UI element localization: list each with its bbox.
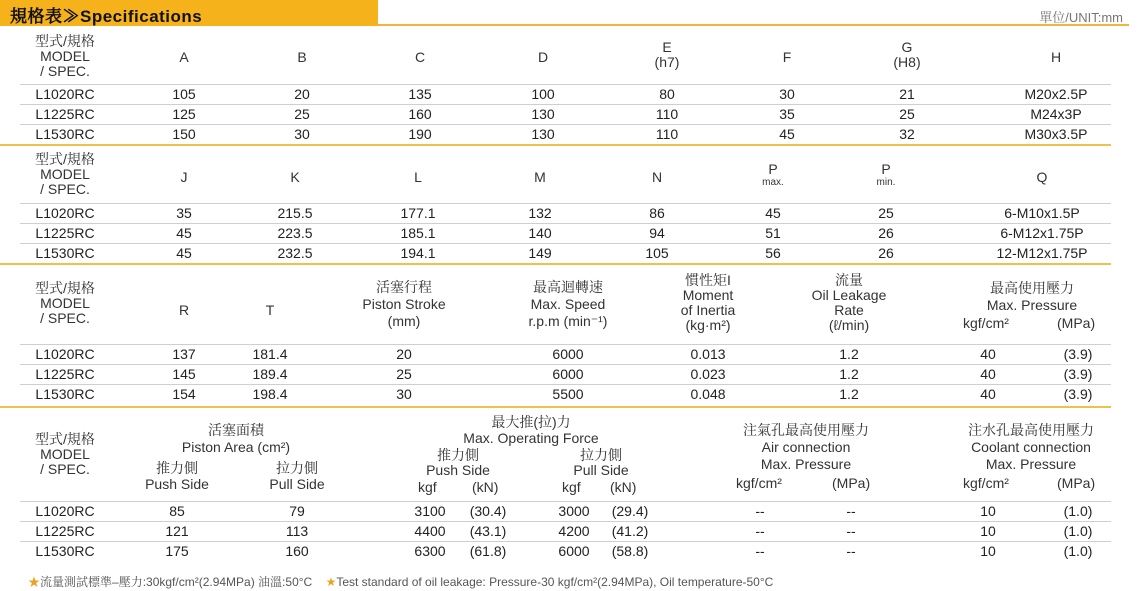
table-header bbox=[20, 148, 1111, 204]
value-cell: 40 bbox=[980, 386, 996, 402]
value-cell: 1.2 bbox=[839, 366, 859, 382]
value-cell: M24x3P bbox=[1030, 106, 1082, 122]
column-header-inertia: 慣性矩I Moment of Inertia (kg·m²) bbox=[680, 272, 736, 333]
value-cell: -- bbox=[755, 523, 765, 539]
table-row bbox=[20, 522, 1111, 542]
column-header: K bbox=[290, 169, 300, 185]
value-cell: 140 bbox=[528, 225, 552, 241]
model-spec-label: 型式/規格 MODEL / SPEC. bbox=[35, 151, 95, 197]
column-header-force: 最大推(拉)力 Max. Operating Force bbox=[463, 414, 599, 446]
value-cell: 79 bbox=[289, 503, 305, 519]
table-row bbox=[20, 502, 1111, 522]
value-cell: (3.9) bbox=[1063, 386, 1093, 402]
value-cell: 26 bbox=[878, 245, 894, 261]
value-cell: 12-M12x1.75P bbox=[996, 245, 1088, 261]
value-cell: 25 bbox=[294, 106, 310, 122]
value-cell: (43.1) bbox=[469, 523, 507, 539]
column-header-r: R bbox=[178, 302, 190, 318]
model-cell: L1020RC bbox=[35, 86, 95, 102]
model-spec-label: 型式/規格 MODEL / SPEC. bbox=[35, 280, 95, 326]
header-divider bbox=[378, 24, 1129, 26]
model-spec-label: 型式/規格 MODEL / SPEC. bbox=[35, 33, 95, 79]
column-header-coolant: 注水孔最高使用壓力 Coolant connection Max. Pressure bbox=[968, 422, 1094, 472]
value-cell: 85 bbox=[169, 503, 185, 519]
value-cell: (61.8) bbox=[469, 543, 507, 559]
value-cell: 232.5 bbox=[277, 245, 313, 261]
value-cell: 125 bbox=[172, 106, 196, 122]
value-cell: 181.4 bbox=[252, 346, 288, 362]
value-cell: 198.4 bbox=[252, 386, 288, 402]
unit-label: kgf bbox=[418, 479, 437, 495]
value-cell: 30 bbox=[294, 126, 310, 142]
value-cell: 10 bbox=[980, 543, 996, 559]
value-cell: 35 bbox=[779, 106, 795, 122]
model-cell: L1530RC bbox=[35, 245, 95, 261]
value-cell: 137 bbox=[172, 346, 196, 362]
table-row bbox=[20, 204, 1111, 224]
value-cell: 194.1 bbox=[400, 245, 436, 261]
table-row bbox=[20, 85, 1111, 105]
value-cell: 135 bbox=[408, 86, 432, 102]
value-cell: 26 bbox=[878, 225, 894, 241]
value-cell: 0.048 bbox=[690, 386, 726, 402]
model-cell: L1530RC bbox=[35, 386, 95, 402]
column-header: E (h7) bbox=[654, 39, 680, 70]
value-cell: 130 bbox=[531, 126, 555, 142]
value-cell: 1.2 bbox=[839, 386, 859, 402]
column-header: A bbox=[179, 49, 189, 65]
value-cell: 113 bbox=[285, 523, 309, 539]
model-cell: L1530RC bbox=[35, 126, 95, 142]
star-icon: ★ bbox=[325, 575, 337, 589]
column-header: G (H8) bbox=[893, 39, 921, 70]
column-header: D bbox=[537, 49, 549, 65]
model-cell: L1225RC bbox=[35, 366, 95, 382]
value-cell: 4200 bbox=[558, 523, 590, 539]
value-cell: (1.0) bbox=[1063, 543, 1093, 559]
value-cell: 132 bbox=[528, 205, 552, 221]
column-header: B bbox=[297, 49, 307, 65]
column-header-force-pull: 拉力側 Pull Side bbox=[573, 447, 629, 478]
table-row bbox=[20, 125, 1111, 144]
spec-table-1 bbox=[20, 32, 1111, 144]
footnote-cn: 流量測試標準–壓力:30kgf/cm²(2.94MPa) 油溫:50°C bbox=[40, 575, 313, 589]
column-header: N bbox=[651, 169, 663, 185]
unit-label: kgf/cm² bbox=[736, 475, 782, 491]
value-cell: 160 bbox=[285, 543, 309, 559]
unit-label: (MPa) bbox=[1057, 315, 1096, 331]
column-header-air: 注氣孔最高使用壓力 Air connection Max. Pressure bbox=[743, 422, 869, 472]
column-header: L bbox=[414, 169, 422, 185]
table-header bbox=[20, 267, 1111, 345]
column-header-push: 推力側 Push Side bbox=[145, 460, 209, 492]
value-cell: 3100 bbox=[414, 503, 446, 519]
value-cell: 25 bbox=[899, 106, 915, 122]
column-header: H bbox=[1050, 49, 1062, 65]
unit-label: (MPa) bbox=[832, 475, 871, 491]
model-cell: L1530RC bbox=[35, 543, 95, 559]
column-header: J bbox=[180, 169, 188, 185]
value-cell: 30 bbox=[779, 86, 795, 102]
column-header-t: T bbox=[265, 302, 275, 318]
value-cell: 20 bbox=[294, 86, 310, 102]
value-cell: 130 bbox=[531, 106, 555, 122]
value-cell: -- bbox=[846, 523, 856, 539]
value-cell: 149 bbox=[528, 245, 552, 261]
table-row bbox=[20, 385, 1111, 404]
value-cell: 94 bbox=[649, 225, 665, 241]
value-cell: 35 bbox=[176, 205, 192, 221]
value-cell: 86 bbox=[649, 205, 665, 221]
table-row bbox=[20, 542, 1111, 561]
unit-label: (kN) bbox=[610, 479, 637, 495]
model-cell: L1225RC bbox=[35, 106, 95, 122]
value-cell: (3.9) bbox=[1063, 346, 1093, 362]
column-header-pressure: 最高使用壓力 Max. Pressure bbox=[986, 280, 1078, 313]
value-cell: 80 bbox=[659, 86, 675, 102]
value-cell: (30.4) bbox=[469, 503, 507, 519]
model-spec-label: 型式/規格 MODEL / SPEC. bbox=[35, 431, 95, 477]
column-header: P min. bbox=[876, 161, 896, 188]
table-header bbox=[20, 32, 1111, 85]
column-header-force-push: 推力側 Push Side bbox=[426, 447, 490, 478]
value-cell: 105 bbox=[645, 245, 669, 261]
value-cell: -- bbox=[755, 543, 765, 559]
value-cell: 6300 bbox=[414, 543, 446, 559]
value-cell: 175 bbox=[165, 543, 189, 559]
unit-label: kgf/cm² bbox=[963, 315, 1009, 331]
value-cell: 3000 bbox=[558, 503, 590, 519]
value-cell: 110 bbox=[655, 106, 679, 122]
value-cell: 105 bbox=[172, 86, 196, 102]
value-cell: 32 bbox=[899, 126, 915, 142]
table-row bbox=[20, 224, 1111, 244]
unit-label: kgf/cm² bbox=[963, 475, 1009, 491]
spec-table-4 bbox=[20, 410, 1111, 561]
value-cell: (41.2) bbox=[611, 523, 649, 539]
spec-table-3 bbox=[20, 267, 1111, 404]
value-cell: 145 bbox=[172, 366, 196, 382]
column-header-piston-area: 活塞面積 Piston Area (cm²) bbox=[181, 422, 291, 455]
value-cell: 45 bbox=[176, 245, 192, 261]
value-cell: 160 bbox=[408, 106, 432, 122]
unit-label: (kN) bbox=[472, 479, 499, 495]
section-divider bbox=[0, 406, 1111, 408]
column-header: P max. bbox=[762, 161, 784, 188]
value-cell: 45 bbox=[176, 225, 192, 241]
value-cell: 6000 bbox=[558, 543, 590, 559]
star-icon: ★ bbox=[28, 575, 41, 589]
table-row bbox=[20, 244, 1111, 263]
value-cell: 5500 bbox=[552, 386, 584, 402]
value-cell: 45 bbox=[779, 126, 795, 142]
section-divider bbox=[0, 263, 1111, 265]
footnote bbox=[28, 573, 773, 590]
column-header: F bbox=[782, 49, 792, 65]
value-cell: 25 bbox=[878, 205, 894, 221]
value-cell: 6-M10x1.5P bbox=[1004, 205, 1080, 221]
value-cell: M30x3.5P bbox=[1024, 126, 1088, 142]
value-cell: -- bbox=[846, 543, 856, 559]
model-cell: L1225RC bbox=[35, 523, 95, 539]
value-cell: 100 bbox=[531, 86, 555, 102]
value-cell: (1.0) bbox=[1063, 503, 1093, 519]
column-header: M bbox=[534, 169, 546, 185]
section-divider bbox=[0, 144, 1111, 146]
title-bar bbox=[0, 0, 378, 26]
column-header-speed: 最高迴轉速 Max. Speed r.p.m (min⁻¹) bbox=[528, 279, 608, 329]
unit-label: 單位/UNIT:mm bbox=[1039, 10, 1123, 25]
value-cell: 215.5 bbox=[277, 205, 313, 221]
value-cell: 6000 bbox=[552, 346, 584, 362]
model-cell: L1225RC bbox=[35, 225, 95, 241]
value-cell: 1.2 bbox=[839, 346, 859, 362]
value-cell: 110 bbox=[655, 126, 679, 142]
value-cell: 177.1 bbox=[400, 205, 436, 221]
value-cell: -- bbox=[846, 503, 856, 519]
unit-label: kgf bbox=[562, 479, 581, 495]
column-header: C bbox=[414, 49, 426, 65]
value-cell: 190 bbox=[408, 126, 432, 142]
value-cell: 6-M12x1.75P bbox=[1000, 225, 1084, 241]
value-cell: 56 bbox=[765, 245, 781, 261]
value-cell: 25 bbox=[396, 366, 412, 382]
value-cell: 154 bbox=[172, 386, 196, 402]
column-header-leakage: 流量 Oil Leakage Rate (ℓ/min) bbox=[811, 272, 887, 333]
value-cell: 150 bbox=[172, 126, 196, 142]
column-header-pull: 拉力側 Pull Side bbox=[269, 460, 325, 492]
value-cell: 121 bbox=[165, 523, 189, 539]
value-cell: 40 bbox=[980, 346, 996, 362]
value-cell: 30 bbox=[396, 386, 412, 402]
value-cell: 10 bbox=[980, 503, 996, 519]
value-cell: 21 bbox=[899, 86, 915, 102]
value-cell: 4400 bbox=[414, 523, 446, 539]
column-header: Q bbox=[1036, 169, 1048, 185]
value-cell: 0.023 bbox=[690, 366, 726, 382]
value-cell: (3.9) bbox=[1063, 366, 1093, 382]
value-cell: M20x2.5P bbox=[1024, 86, 1088, 102]
model-cell: L1020RC bbox=[35, 346, 95, 362]
value-cell: (29.4) bbox=[611, 503, 649, 519]
value-cell: (58.8) bbox=[611, 543, 649, 559]
value-cell: (1.0) bbox=[1063, 523, 1093, 539]
value-cell: 189.4 bbox=[252, 366, 288, 382]
value-cell: 51 bbox=[765, 225, 781, 241]
table-header bbox=[20, 410, 1111, 502]
value-cell: 0.013 bbox=[690, 346, 726, 362]
unit-label: (MPa) bbox=[1057, 475, 1096, 491]
value-cell: 6000 bbox=[552, 366, 584, 382]
table-row bbox=[20, 365, 1111, 385]
footnote-en: Test standard of oil leakage: Pressure-30 kgf/cm²(2.94MPa), Oil temperature-50°C bbox=[336, 575, 774, 589]
value-cell: -- bbox=[755, 503, 765, 519]
model-cell: L1020RC bbox=[35, 205, 95, 221]
value-cell: 185.1 bbox=[400, 225, 436, 241]
spec-table-2 bbox=[20, 148, 1111, 263]
value-cell: 45 bbox=[765, 205, 781, 221]
table-row bbox=[20, 105, 1111, 125]
value-cell: 20 bbox=[396, 346, 412, 362]
page-title: 規格表≫Specifications bbox=[10, 7, 203, 26]
table-row bbox=[20, 345, 1111, 365]
column-header-stroke: 活塞行程 Piston Stroke (mm) bbox=[362, 279, 446, 329]
value-cell: 10 bbox=[980, 523, 996, 539]
model-cell: L1020RC bbox=[35, 503, 95, 519]
value-cell: 223.5 bbox=[277, 225, 313, 241]
value-cell: 40 bbox=[980, 366, 996, 382]
